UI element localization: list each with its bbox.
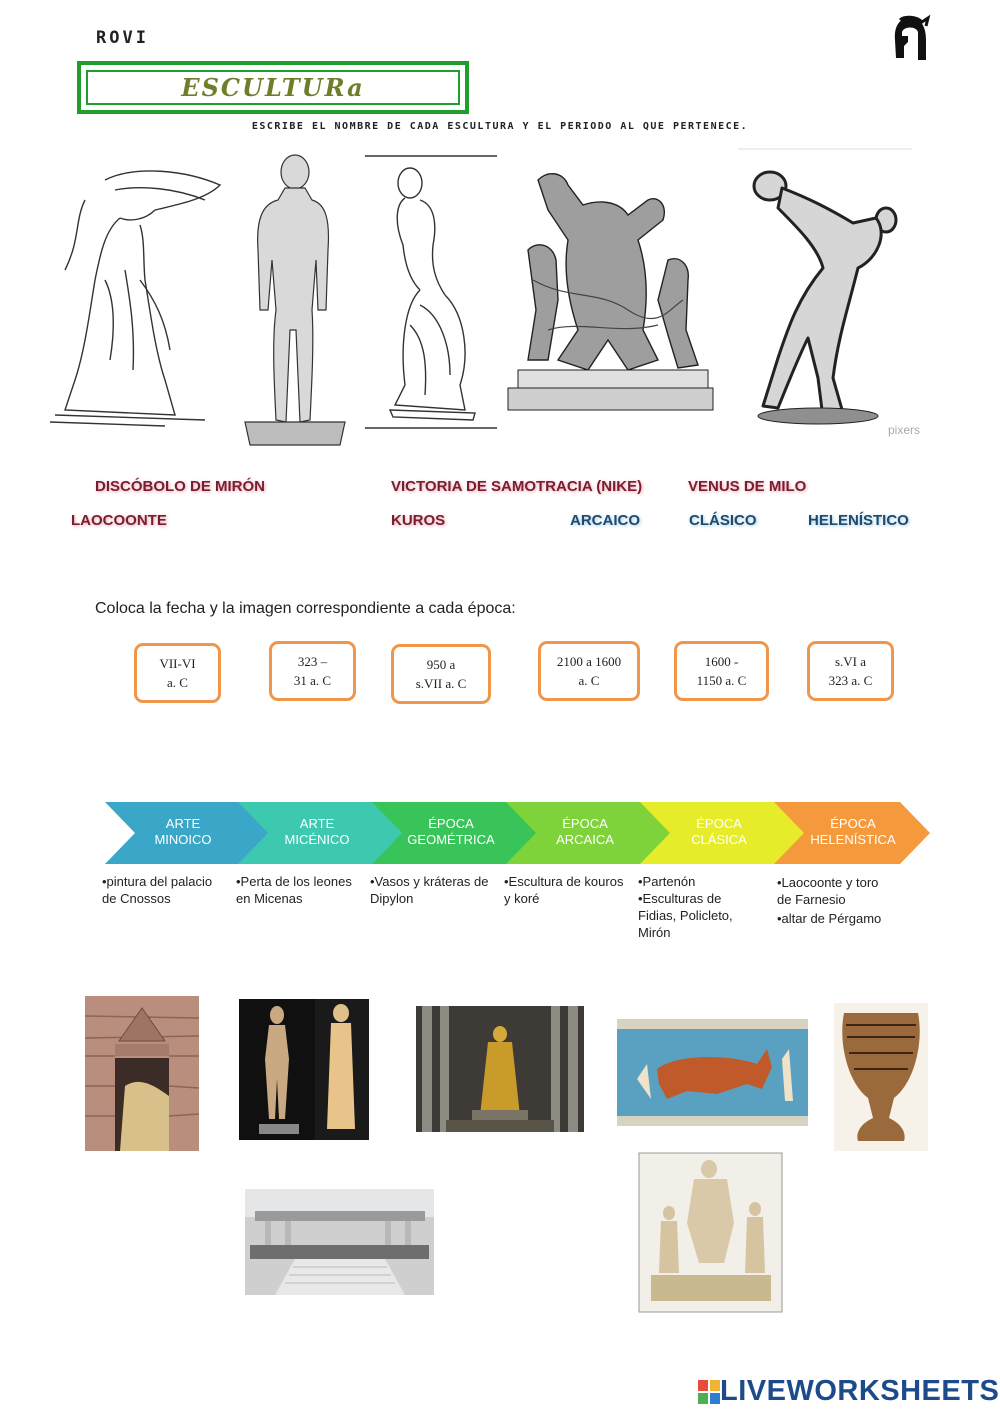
date-box[interactable]: 2100 a 1600 a. C (538, 641, 640, 701)
timeline-label: ÉPOCA CLÁSICA (691, 816, 747, 847)
timeline-label: ÉPOCA GEOMÉTRICA (407, 816, 495, 847)
author-label: ROVI (96, 28, 149, 48)
date-box[interactable]: 323 – 31 a. C (269, 641, 356, 701)
spartan-helmet-icon (888, 14, 932, 64)
timeline-label: ÉPOCA HELENÍSTICA (810, 816, 896, 847)
timeline-bullets-micenico: •Perta de los leones en Micenas (236, 874, 352, 906)
timeline-label: ARTE MICÉNICO (284, 816, 350, 847)
dipylon-vase-photo[interactable] (834, 1003, 928, 1151)
kuros-sketch (240, 150, 350, 450)
title-banner (77, 61, 469, 114)
timeline-bullets-clasica: •Partenón •Esculturas de Fidias, Policleto, Mirón (638, 874, 733, 940)
kouros-kore-photo[interactable] (239, 999, 369, 1140)
laocoonte-sketch (508, 160, 718, 435)
timeline-bullets-arcaica: •Escultura de kouros y koré (504, 874, 624, 906)
word-bank-item[interactable]: DISCÓBOLO DE MIRÓN (95, 478, 266, 495)
word-bank-item[interactable]: VICTORIA DE SAMOTRACIA (NIKE) (391, 478, 643, 495)
discobolo-sketch (738, 148, 921, 438)
liveworksheets-logo (698, 1375, 999, 1408)
word-bank-item[interactable]: LAOCOONTE (71, 512, 167, 529)
instruction-text: ESCRIBE EL NOMBRE DE CADA ESCULTURA Y EL PERIODO AL QUE PERTENECE. (251, 121, 749, 132)
word-bank-item[interactable]: ARCAICO (570, 512, 640, 529)
logo-grid-icon (698, 1380, 720, 1404)
parthenon-athena-photo[interactable] (416, 1006, 584, 1132)
page-title: ESCULTURa (181, 73, 365, 102)
section-subtitle: Coloca la fecha y la imagen correspondiente a cada época: (95, 600, 516, 617)
timeline-bullets-minoico: •pintura del palacio de Cnossos (102, 874, 213, 906)
timeline-bullets-geometrica: •Vasos y kráteras de Dipylon (370, 874, 489, 906)
venus-de-milo-sketch (365, 155, 500, 430)
laocoon-photo[interactable] (639, 1153, 782, 1312)
word-bank-item[interactable]: KUROS (391, 512, 446, 529)
timeline-label: ÉPOCA ARCAICA (556, 816, 614, 847)
logo-text: LIVEWORKSHEETS (720, 1375, 1000, 1407)
date-box[interactable]: 950 a s.VII a. C (391, 644, 491, 704)
date-box[interactable]: VII-VI a. C (134, 643, 221, 703)
timeline-bullets-helenistica: •Laocoonte y toro de Farnesio •altar de Pérgamo (777, 875, 882, 926)
word-bank-item[interactable]: VENUS DE MILO (688, 478, 807, 495)
date-box[interactable]: 1600 - 1150 a. C (674, 641, 769, 701)
pergamon-altar-photo[interactable] (245, 1189, 434, 1295)
word-bank-item[interactable]: CLÁSICO (689, 512, 757, 529)
timeline-label: ARTE MINOICO (154, 816, 212, 847)
lion-gate-photo[interactable] (85, 996, 199, 1151)
minoan-fresco-photo[interactable] (617, 1019, 808, 1126)
date-box[interactable]: s.VI a 323 a. C (807, 641, 894, 701)
word-bank-item[interactable]: HELENÍSTICO (808, 512, 909, 529)
watermark-text: pixers (888, 423, 921, 437)
victoria-samotracia-sketch (45, 160, 235, 430)
